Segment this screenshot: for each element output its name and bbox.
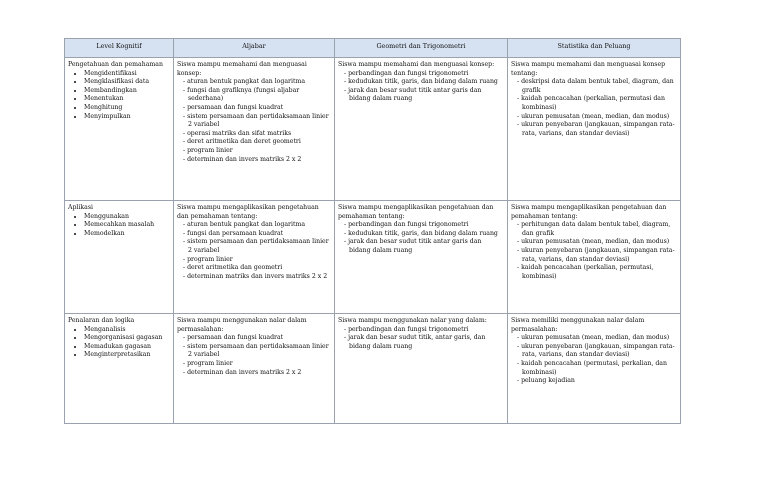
list-item: - kaidah pencacahan (perkalian, permutasi dan kombinasi)	[517, 95, 677, 112]
list-item: - sistem persamaan dan pertidaksamaan linier 2 variabel	[183, 238, 331, 255]
list-item: • Menganalisis	[84, 326, 170, 335]
list-item: • Menyimpulkan	[84, 113, 170, 122]
cell-intro: Siswa mampu menggunakan nalar dalam permasalahan:	[177, 317, 307, 333]
cell-list	[177, 334, 331, 377]
cell-list	[338, 221, 504, 255]
list-item: • Menggunakan	[84, 213, 170, 222]
cell-intro: Siswa memiliki menggunakan nalar dalam permasalahan:	[511, 317, 645, 333]
list-item: - deret aritmetika dan geometri	[183, 264, 331, 273]
list-item: - ukuran pemusatan (mean, median, dan modus)	[517, 238, 677, 247]
cell-intro: Siswa mampu mengaplikasikan pengetahuan dan pemahaman tentang:	[177, 204, 319, 220]
cell-intro: Siswa mampu memahami dan menguasai konsep tentang:	[511, 61, 666, 77]
list-item: - jarak dan besar sudut titik antar garis dan bidang dalam ruang	[344, 87, 504, 104]
list-item: - jarak dan besar sudut titik, antar garis, dan bidang dalam ruang	[344, 334, 504, 351]
kisi-kisi-table	[64, 38, 681, 424]
level-list	[68, 326, 170, 360]
list-item: • Memecahkan masalah	[84, 221, 170, 230]
aljabar-cell	[174, 201, 335, 314]
cell-intro: Siswa mampu memahami dan menguasai konsep:	[338, 61, 495, 68]
list-item: - peluang kejadian	[517, 377, 677, 386]
level-title: Pengetahuan dan pemahaman	[68, 61, 163, 68]
list-item: • Memodelkan	[84, 230, 170, 239]
list-item: - jarak dan besar sudut titik antar garis dan bidang dalam ruang	[344, 238, 504, 255]
list-item: - deskripsi data dalam bentuk tabel, diagram, dan grafik	[517, 78, 677, 95]
list-item: - fungsi dan grafiknya (fungsi aljabar sederhana)	[183, 87, 331, 104]
header-statistika: Statistika dan Peluang	[508, 39, 681, 58]
list-item: • Membandingkan	[84, 87, 170, 96]
list-item: - perbandingan dan fungsi trigonometri	[344, 70, 504, 79]
list-item: - kedudukan titik, garis, dan bidang dalam ruang	[344, 230, 504, 239]
list-item: - ukuran penyebaran (jangkauan, simpangan rata-rata, varians, dan standar deviasi)	[517, 121, 677, 138]
list-item: - persamaan dan fungsi kuadrat	[183, 104, 331, 113]
level-list	[68, 70, 170, 122]
list-item: - ukuran pemusatan (mean, median, dan modus)	[517, 334, 677, 343]
header-level-kognitif: Level Kognitif	[65, 39, 174, 58]
list-item: - aturan bentuk pangkat dan logaritma	[183, 221, 331, 230]
list-item: • Menghitung	[84, 104, 170, 113]
aljabar-cell	[174, 58, 335, 201]
list-item: - fungsi dan persamaan kuadrat	[183, 230, 331, 239]
list-item: - persamaan dan fungsi kuadrat	[183, 334, 331, 343]
aljabar-cell	[174, 314, 335, 424]
list-item: - program linier	[183, 147, 331, 156]
level-title: Penalaran dan logika	[68, 317, 135, 324]
cell-intro: Siswa mampu mengaplikasikan pengetahuan dan pemahaman tentang:	[511, 204, 667, 220]
list-item: - ukuran penyebaran (jangkauan, simpangan rata-rata, varians, dan standar deviasi)	[517, 343, 677, 360]
list-item: - kedudukan titik, garis, dan bidang dalam ruang	[344, 78, 504, 87]
cell-intro: Siswa mampu memahami dan menguasai konsep:	[177, 61, 307, 77]
table-row	[65, 201, 681, 314]
cell-list	[511, 221, 677, 281]
geometri-cell	[335, 201, 508, 314]
list-item: - deret aritmetika dan deret geometri	[183, 138, 331, 147]
list-item: - sistem persamaan dan pertidaksamaan linier 2 variabel	[183, 113, 331, 130]
cell-list	[338, 70, 504, 104]
list-item: - determinan matriks dan invers matriks 2 x 2	[183, 273, 331, 282]
list-item: - sistem persamaan dan pertidaksamaan linier 2 variabel	[183, 343, 331, 360]
list-item: - operasi matriks dan sifat matriks	[183, 130, 331, 139]
list-item: - perhitungan data dalam bentuk tabel, diagram, dan grafik	[517, 221, 677, 238]
list-item: - ukuran pemusatan (mean, median, dan modus)	[517, 113, 677, 122]
cell-list	[511, 78, 677, 138]
cell-intro: Siswa mampu menggunakan nalar yang dalam:	[338, 317, 487, 324]
statistika-cell	[508, 58, 681, 201]
list-item: - kaidah pencacahan (permutasi, perkalian, dan kombinasi)	[517, 360, 677, 377]
list-item: - kaidah pencacahan (perkalian, permutasi, kombinasi)	[517, 264, 677, 281]
list-item: - perbandingan dan fungsi trigonometri	[344, 326, 504, 335]
geometri-cell	[335, 314, 508, 424]
cell-intro: Siswa mampu mengaplikasikan pengetahuan dan pemahaman tentang:	[338, 204, 494, 220]
level-cell	[65, 314, 174, 424]
list-item: - determinan dan invers matriks 2 x 2	[183, 369, 331, 378]
list-item: - perbandingan dan fungsi trigonometri	[344, 221, 504, 230]
table-row	[65, 314, 681, 424]
header-aljabar: Aljabar	[174, 39, 335, 58]
cell-list	[338, 326, 504, 352]
list-item: - determinan dan invers matriks 2 x 2	[183, 156, 331, 165]
level-cell	[65, 201, 174, 314]
cell-list	[177, 221, 331, 281]
list-item: • Mengidentifikasi	[84, 70, 170, 79]
list-item: - ukuran penyebaran (jangkauan, simpangan rata-rata, varians, dan standar deviasi)	[517, 247, 677, 264]
cell-list	[177, 78, 331, 164]
list-item: - program linier	[183, 256, 331, 265]
list-item: - program linier	[183, 360, 331, 369]
statistika-cell	[508, 314, 681, 424]
cell-list	[511, 334, 677, 386]
header-row	[65, 39, 681, 58]
list-item: • Menentukan	[84, 95, 170, 104]
level-cell	[65, 58, 174, 201]
list-item: - aturan bentuk pangkat dan logaritma	[183, 78, 331, 87]
table-row	[65, 58, 681, 201]
list-item: • Mengklasifikasi data	[84, 78, 170, 87]
level-title: Aplikasi	[68, 204, 93, 211]
list-item: • Menginterpretasikan	[84, 351, 170, 360]
header-geometri: Geometri dan Trigonometri	[335, 39, 508, 58]
level-list	[68, 213, 170, 239]
geometri-cell	[335, 58, 508, 201]
list-item: • Memadukan gagasan	[84, 343, 170, 352]
list-item: • Mengorganisasi gagasan	[84, 334, 170, 343]
statistika-cell	[508, 201, 681, 314]
